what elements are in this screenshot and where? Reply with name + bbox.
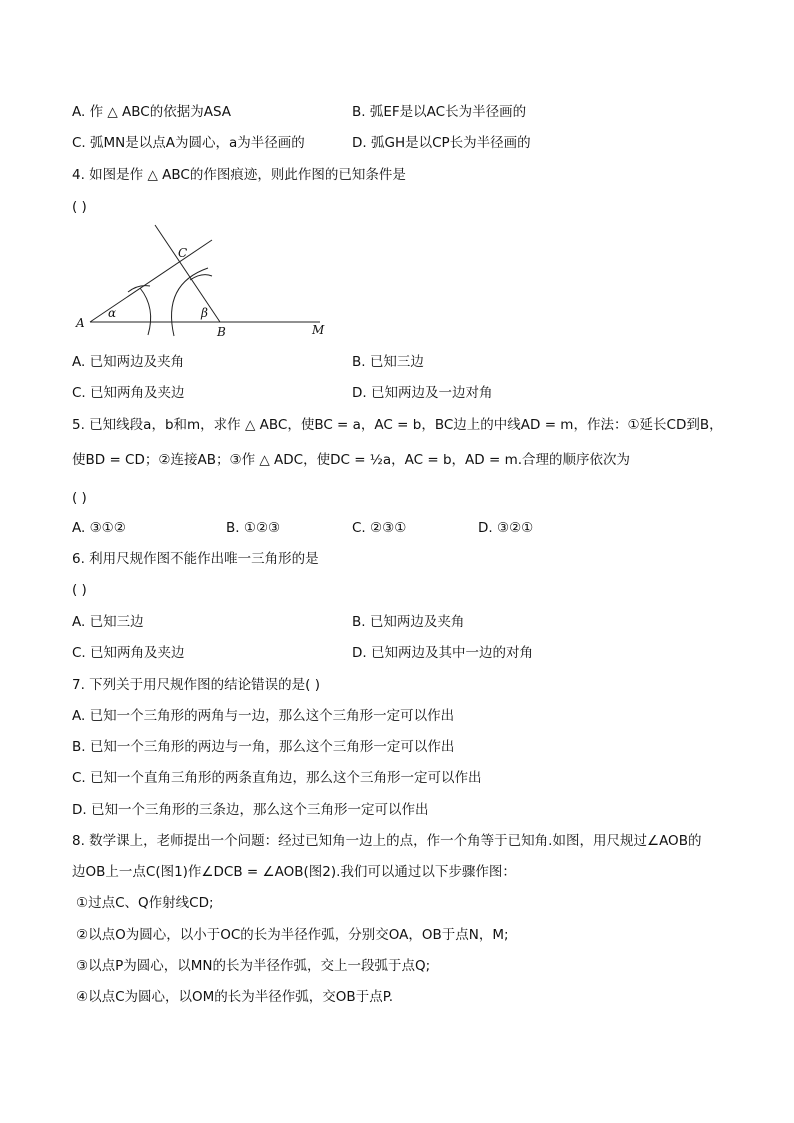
label-a: A: [76, 316, 85, 330]
q7-stem: 7. 下列关于用尺规作图的结论错误的是( ): [72, 677, 320, 693]
q4-stem: 4. 如图是作 △ ABC的作图痕迹，则此作图的已知条件是: [72, 167, 406, 183]
q8-step-3: ③以点P为圆心，以MN的长为半径作弧，交上一段弧于点Q;: [76, 958, 431, 974]
q5-answer-paren: ( ): [72, 490, 87, 506]
q3-option-d: D. 弧GH是以CP长为半径画的: [352, 135, 531, 151]
q4-construction-figure: [70, 220, 340, 345]
q3-option-c: C. 弧MN是以点A为圆心，a为半径画的: [72, 135, 305, 151]
q5-option-c: C. ②③①: [352, 520, 407, 536]
q7-option-d: D. 已知一个三角形的三条边，那么这个三角形一定可以作出: [72, 802, 429, 818]
label-alpha: α: [108, 306, 117, 320]
q6-option-b: B. 已知两边及夹角: [352, 614, 465, 630]
q4-answer-paren: ( ): [72, 199, 87, 215]
q6-option-c: C. 已知两角及夹边: [72, 645, 185, 661]
q3-option-b: B. 弧EF是以AC长为半径画的: [352, 104, 527, 120]
q4-option-c: C. 已知两角及夹边: [72, 385, 185, 401]
q8-stem-line1: 8. 数学课上，老师提出一个问题：经过已知角一边上的点，作一个角等于已知角.如图，用尺规过∠AOB的: [72, 833, 702, 849]
line-bc: [155, 225, 220, 322]
q7-option-a: A. 已知一个三角形的两角与一边，那么这个三角形一定可以作出: [72, 708, 455, 724]
q3-option-a: A. 作 △ ABC的依据为ASA: [72, 104, 232, 120]
q6-option-a: A. 已知三边: [72, 614, 144, 630]
label-beta: β: [201, 306, 208, 320]
q5-stem-line1: 5. 已知线段a，b和m，求作 △ ABC，使BC = a，AC = b，BC边上的中线AD = m，作法：①延长CD到B，: [72, 417, 723, 433]
q5-option-a: A. ③①②: [72, 520, 126, 536]
q4-option-b: B. 已知三边: [352, 354, 424, 370]
q4-option-d: D. 已知两边及一边对角: [352, 385, 493, 401]
q5-option-d: D. ③②①: [478, 520, 534, 536]
q6-answer-paren: ( ): [72, 582, 87, 598]
label-b: B: [217, 325, 226, 339]
q6-option-d: D. 已知两边及其中一边的对角: [352, 645, 533, 661]
label-m: M: [312, 323, 325, 337]
q4-option-a: A. 已知两边及夹角: [72, 354, 185, 370]
label-c: C: [178, 246, 188, 260]
q7-option-c: C. 已知一个直角三角形的两条直角边，那么这个三角形一定可以作出: [72, 770, 482, 786]
arc-b-large: [172, 268, 208, 336]
q5-option-b: B. ①②③: [226, 520, 281, 536]
q8-step-2: ②以点O为圆心，以小于OC的长为半径作弧，分别交OA，OB于点N，M;: [76, 927, 509, 943]
q8-step-1: ①过点C、Q作射线CD;: [76, 895, 214, 911]
q8-stem-line2: 边OB上一点C(图1)作∠DCB = ∠AOB(图2).我们可以通过以下步骤作图：: [72, 864, 516, 880]
q7-option-b: B. 已知一个三角形的两边与一角，那么这个三角形一定可以作出: [72, 739, 455, 755]
q6-stem: 6. 利用尺规作图不能作出唯一三角形的是: [72, 551, 319, 567]
q5-stem-line2: 使BD = CD；②连接AB；③作 △ ADC，使DC = ½a，AC = b，AD = m.合理的顺序依次为: [72, 452, 631, 468]
arc-a-small: [140, 288, 151, 335]
q8-step-4: ④以点C为圆心，以OM的长为半径作弧，交OB于点P.: [76, 989, 394, 1005]
